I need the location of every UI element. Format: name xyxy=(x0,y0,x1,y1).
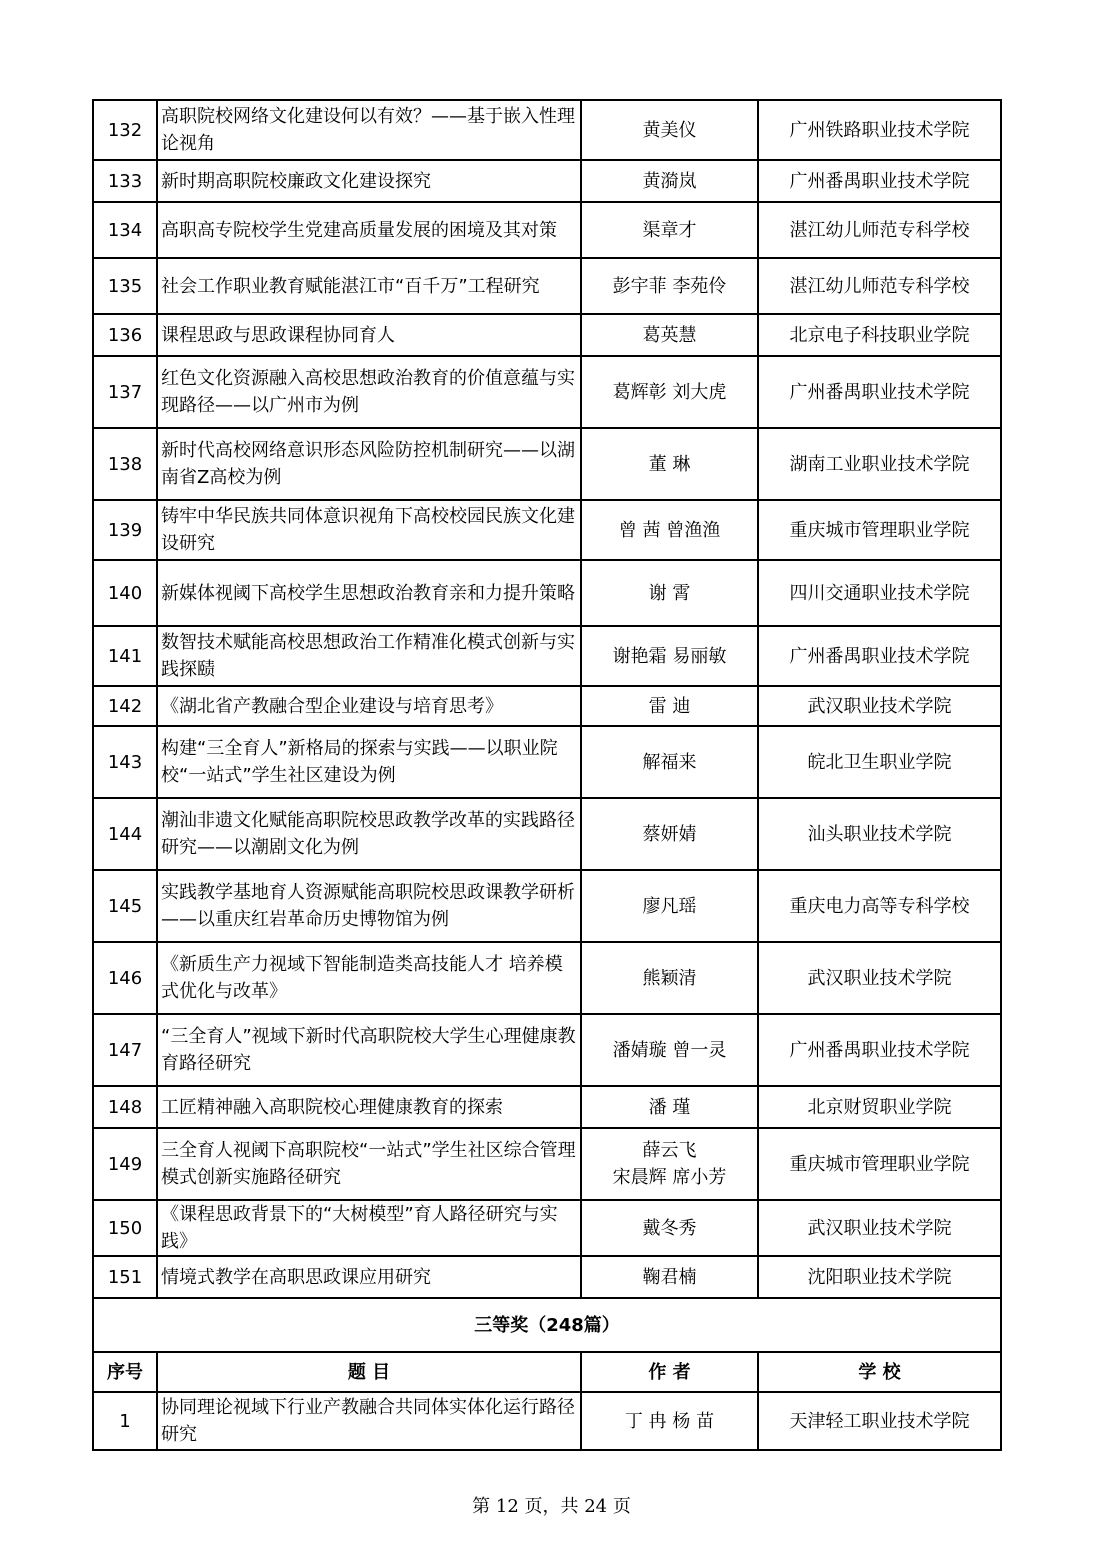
table-row xyxy=(93,1128,1001,1200)
row-authors xyxy=(581,428,758,500)
row-number: 137 xyxy=(93,356,157,428)
awards-table-body xyxy=(93,100,1001,1450)
row-authors xyxy=(581,202,758,258)
row-title: 潮汕非遗文化赋能高职院校思政教学改革的实践路径研究——以潮剧文化为例 xyxy=(157,798,581,870)
row-title: 《湖北省产教融合型企业建设与培育思考》 xyxy=(157,686,581,726)
row-title: 红色文化资源融入高校思想政治教育的价值意蕴与实现路径——以广州市为例 xyxy=(157,356,581,428)
author-name: 彭宇菲 李苑伶 xyxy=(612,275,727,297)
row-title: 社会工作职业教育赋能湛江市“百千万”工程研究 xyxy=(157,258,581,314)
row-authors xyxy=(581,560,758,626)
author-name: 戴冬秀 xyxy=(642,1217,697,1239)
row-school: 重庆城市管理职业学院 xyxy=(758,1128,1001,1200)
table-row xyxy=(93,1392,1001,1450)
header-title: 题 目 xyxy=(157,1352,581,1392)
table-row xyxy=(93,942,1001,1014)
table-row xyxy=(93,258,1001,314)
row-authors xyxy=(581,100,758,160)
row-authors xyxy=(581,798,758,870)
row-authors xyxy=(581,686,758,726)
row-title: 三全育人视阈下高职院校“一站式”学生社区综合管理模式创新实施路径研究 xyxy=(157,1128,581,1200)
header-row xyxy=(93,1352,1001,1392)
table-row xyxy=(93,726,1001,798)
row-title: 工匠精神融入高职院校心理健康教育的探索 xyxy=(157,1086,581,1128)
table-row xyxy=(93,686,1001,726)
row-authors xyxy=(581,500,758,560)
row-number: 150 xyxy=(93,1200,157,1256)
row-authors xyxy=(581,626,758,686)
table-row xyxy=(93,1086,1001,1128)
row-title: 协同理论视域下行业产教融合共同体实体化运行路径研究 xyxy=(157,1392,581,1450)
row-authors xyxy=(581,1086,758,1128)
row-title: 铸牢中华民族共同体意识视角下高校校园民族文化建设研究 xyxy=(157,500,581,560)
row-number: 147 xyxy=(93,1014,157,1086)
row-school: 广州铁路职业技术学院 xyxy=(758,100,1001,160)
row-school: 四川交通职业技术学院 xyxy=(758,560,1001,626)
author-name: 蔡妍婧 xyxy=(642,823,697,845)
row-authors xyxy=(581,1014,758,1086)
row-authors xyxy=(581,1256,758,1298)
table-row xyxy=(93,1014,1001,1086)
row-school: 湛江幼儿师范专科学校 xyxy=(758,258,1001,314)
row-title: 情境式教学在高职思政课应用研究 xyxy=(157,1256,581,1298)
author-name: 潘婧璇 曾一灵 xyxy=(612,1039,727,1061)
author-name: 薛云飞 xyxy=(642,1140,697,1161)
row-school: 湛江幼儿师范专科学校 xyxy=(758,202,1001,258)
row-number: 135 xyxy=(93,258,157,314)
table-row xyxy=(93,428,1001,500)
row-school: 广州番禺职业技术学院 xyxy=(758,160,1001,202)
row-number: 142 xyxy=(93,686,157,726)
table-row xyxy=(93,500,1001,560)
row-school: 天津轻工职业技术学院 xyxy=(758,1392,1001,1450)
table-row xyxy=(93,1256,1001,1298)
row-title: “三全育人”视域下新时代高职院校大学生心理健康教育路径研究 xyxy=(157,1014,581,1086)
author-name: 葛辉彰 刘大虎 xyxy=(612,381,727,403)
author-name: 黄美仪 xyxy=(642,119,697,141)
row-number: 133 xyxy=(93,160,157,202)
table-row xyxy=(93,314,1001,356)
row-school: 沈阳职业技术学院 xyxy=(758,1256,1001,1298)
row-school: 湖南工业职业技术学院 xyxy=(758,428,1001,500)
section-row xyxy=(93,1298,1001,1352)
row-school: 重庆城市管理职业学院 xyxy=(758,500,1001,560)
author-name: 廖凡瑶 xyxy=(642,895,697,917)
row-authors xyxy=(581,726,758,798)
row-title: 《课程思政背景下的“大树模型”育人路径研究与实践》 xyxy=(157,1200,581,1256)
author-name: 潘 瑾 xyxy=(648,1096,691,1118)
author-name: 渠章才 xyxy=(642,219,697,241)
table-row xyxy=(93,356,1001,428)
row-number: 143 xyxy=(93,726,157,798)
row-school: 皖北卫生职业学院 xyxy=(758,726,1001,798)
row-number: 149 xyxy=(93,1128,157,1200)
row-number: 146 xyxy=(93,942,157,1014)
row-authors xyxy=(581,1392,758,1450)
author-name: 曾 茜 曾渔渔 xyxy=(618,519,721,541)
section-title: 三等奖（248篇） xyxy=(93,1298,1001,1352)
row-authors xyxy=(581,356,758,428)
row-number: 136 xyxy=(93,314,157,356)
row-school: 广州番禺职业技术学院 xyxy=(758,1014,1001,1086)
author-name: 黄漪岚 xyxy=(642,170,697,192)
row-school: 武汉职业技术学院 xyxy=(758,686,1001,726)
table-row xyxy=(93,1200,1001,1256)
row-authors xyxy=(581,942,758,1014)
table-row xyxy=(93,798,1001,870)
table-row xyxy=(93,100,1001,160)
row-school: 重庆电力高等专科学校 xyxy=(758,870,1001,942)
row-title: 课程思政与思政课程协同育人 xyxy=(157,314,581,356)
table-row xyxy=(93,160,1001,202)
row-title: 高职院校网络文化建设何以有效？——基于嵌入性理论视角 xyxy=(157,100,581,160)
row-authors xyxy=(581,314,758,356)
row-school: 北京电子科技职业学院 xyxy=(758,314,1001,356)
author-name: 董 琳 xyxy=(648,453,691,475)
row-school: 广州番禺职业技术学院 xyxy=(758,626,1001,686)
header-author: 作 者 xyxy=(581,1352,758,1392)
table-row xyxy=(93,626,1001,686)
row-title: 《新质生产力视域下智能制造类高技能人才 培养模式优化与改革》 xyxy=(157,942,581,1014)
row-title: 高职高专院校学生党建高质量发展的困境及其对策 xyxy=(157,202,581,258)
author-name: 熊颖清 xyxy=(642,967,697,989)
author-name: 解福来 xyxy=(642,751,697,773)
author-name: 谢 霄 xyxy=(648,582,691,604)
awards-table xyxy=(92,99,1002,1451)
row-number: 145 xyxy=(93,870,157,942)
header-number: 序号 xyxy=(93,1352,157,1392)
header-school: 学 校 xyxy=(758,1352,1001,1392)
row-number: 148 xyxy=(93,1086,157,1128)
row-title: 新时期高职院校廉政文化建设探究 xyxy=(157,160,581,202)
table-row xyxy=(93,560,1001,626)
page-footer: 第 12 页，共 24 页 xyxy=(472,1496,631,1517)
row-number: 140 xyxy=(93,560,157,626)
row-authors xyxy=(581,870,758,942)
author-name: 谢艳霜 易丽敏 xyxy=(612,645,727,667)
row-authors xyxy=(581,1128,758,1200)
row-authors xyxy=(581,160,758,202)
row-number: 134 xyxy=(93,202,157,258)
author-name: 宋晨辉 席小芳 xyxy=(612,1167,727,1188)
row-title: 构建“三全育人”新格局的探索与实践——以职业院校“一站式”学生社区建设为例 xyxy=(157,726,581,798)
row-number: 139 xyxy=(93,500,157,560)
row-number: 144 xyxy=(93,798,157,870)
row-authors xyxy=(581,258,758,314)
row-school: 武汉职业技术学院 xyxy=(758,942,1001,1014)
row-title: 数智技术赋能高校思想政治工作精准化模式创新与实践探赜 xyxy=(157,626,581,686)
table-row xyxy=(93,202,1001,258)
table-row xyxy=(93,870,1001,942)
author-name: 鞠君楠 xyxy=(642,1266,697,1288)
row-school: 武汉职业技术学院 xyxy=(758,1200,1001,1256)
row-title: 新时代高校网络意识形态风险防控机制研究——以湖南省Z高校为例 xyxy=(157,428,581,500)
row-school: 北京财贸职业学院 xyxy=(758,1086,1001,1128)
row-number: 1 xyxy=(93,1392,157,1450)
row-authors xyxy=(581,1200,758,1256)
row-number: 138 xyxy=(93,428,157,500)
row-number: 151 xyxy=(93,1256,157,1298)
row-title: 实践教学基地育人资源赋能高职院校思政课教学研析——以重庆红岩革命历史博物馆为例 xyxy=(157,870,581,942)
row-number: 132 xyxy=(93,100,157,160)
row-title: 新媒体视阈下高校学生思想政治教育亲和力提升策略 xyxy=(157,560,581,626)
row-number: 141 xyxy=(93,626,157,686)
author-name: 雷 迪 xyxy=(648,695,691,717)
row-school: 汕头职业技术学院 xyxy=(758,798,1001,870)
author-name: 丁 冉 杨 苗 xyxy=(624,1410,715,1432)
author-name: 葛英慧 xyxy=(642,324,697,346)
row-school: 广州番禺职业技术学院 xyxy=(758,356,1001,428)
